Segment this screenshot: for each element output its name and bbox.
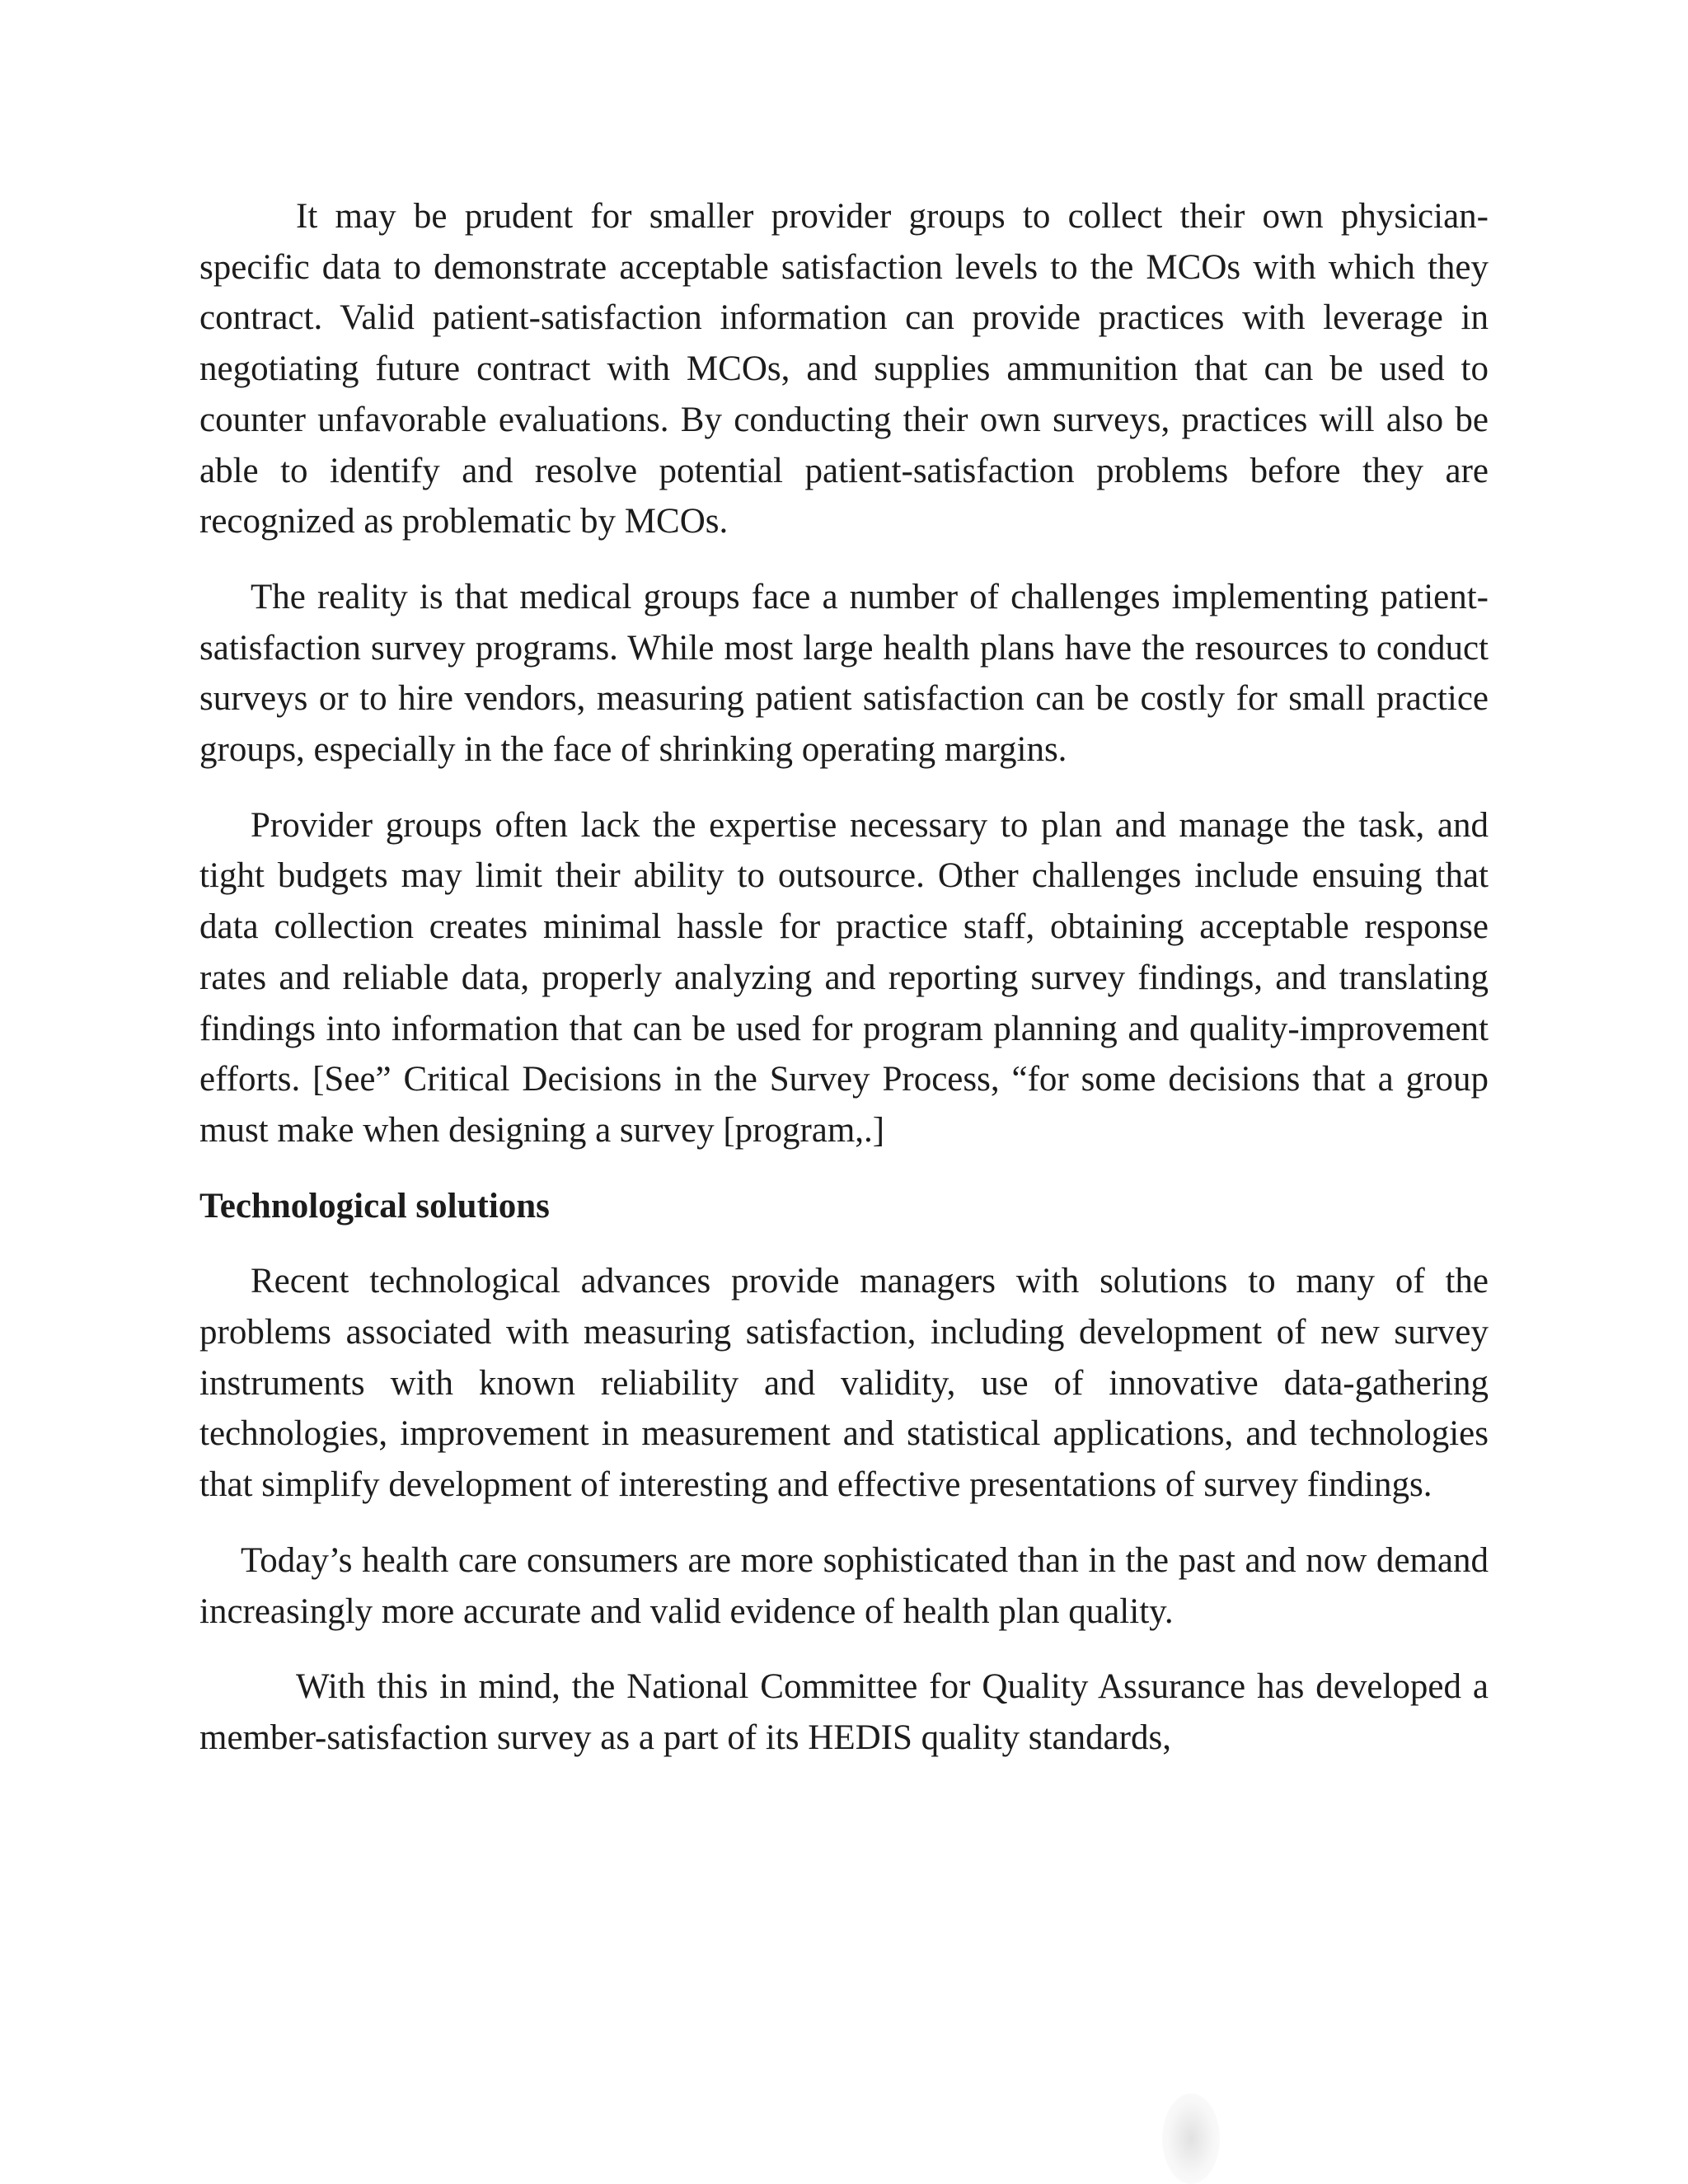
section-heading: Technological solutions xyxy=(199,1186,550,1226)
paragraph-expertise: Provider groups often lack the expertise necessary to plan and manage the task, and tight budgets may limit their ability to outsource. Other challenges include ensuing that data collection creates minimal hassle for practice staff, obtaining acceptable response rates and reliable data, properly analyzing and reporting survey findings, and translating findings into information that can be used for program planning and quality-improvement efforts. [See” Critical Decisions in the Survey Process, “for some decisions that a group must make when designing a survey [program,.] xyxy=(199,805,1489,1150)
paragraph-technological-advances: Recent technological advances provide managers with solutions to many of the problems associated with measuring satisfaction, including development of new survey instruments with known reliability and validity, use of innovative data-gathering technologies, improvement in measurement and statistical applications, and technologies that simplify development of interesting and effective presentations of survey findings. xyxy=(199,1262,1489,1505)
paragraph-consumers: Today’s health care consumers are more sophisticated than in the past and now demand increasingly more accurate and valid evidence of health plan quality. xyxy=(199,1540,1489,1631)
scan-smudge xyxy=(1162,2093,1220,2184)
paragraph-ncqa: With this in mind, the National Committee for Quality Assurance has developed a member-satisfaction survey as a part of its HEDIS quality standards, xyxy=(199,1667,1489,1757)
paragraph-provider-data: It may be prudent for smaller provider groups to collect their own physician-specific data to demonstrate acceptable satisfaction levels to the MCOs with which they contract. Valid patient-satisfaction information can provide practices with leverage in negotiating future contract with MCOs, and supplies ammunition that can be used to counter unfavorable evaluations. By conducting their own surveys, practices will also be able to identify and resolve potential patient-satisfaction problems before they are recognized as problematic by MCOs. xyxy=(199,197,1489,541)
document-body xyxy=(199,191,1489,1788)
paragraph-challenges: The reality is that medical groups face a number of challenges implementing patient-satisfaction survey programs. While most large health plans have the resources to conduct surveys or to hire vendors, measuring patient satisfaction can be costly for small practice groups, especially in the face of shrinking operating margins. xyxy=(199,577,1489,770)
